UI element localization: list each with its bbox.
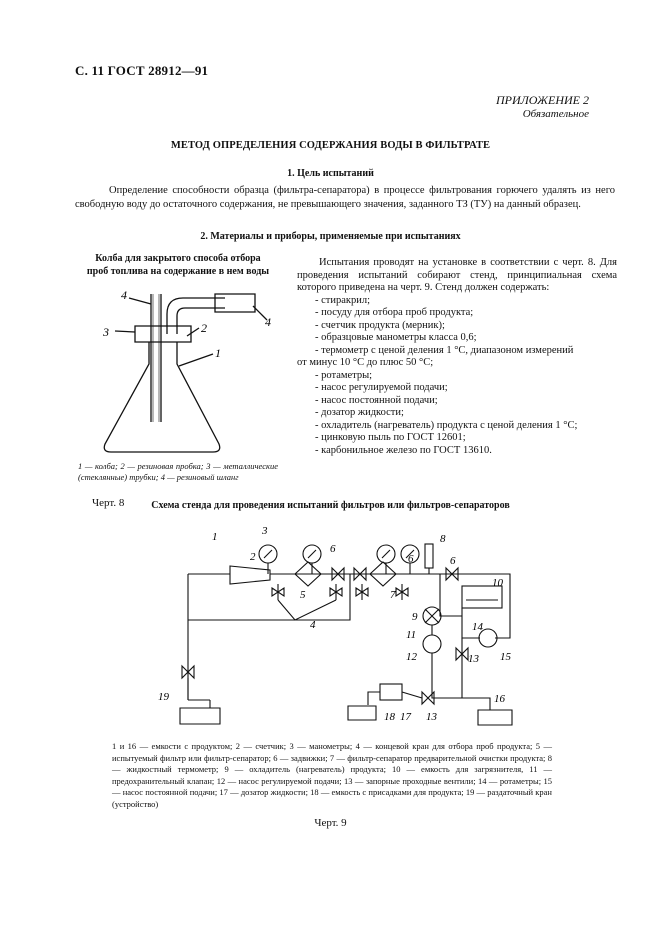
figure9-label-6a: 6	[330, 543, 336, 555]
contaminant-tank	[462, 586, 502, 608]
vertical-tube	[151, 294, 161, 422]
appendix-title: ПРИЛОЖЕНИЕ 2	[496, 93, 589, 107]
figure9-legend: 1 и 16 — емкости с продуктом; 2 — счетчик; 3 — манометры; 4 — концевой кран для отбора проб продукта; 5 — испытуемый фильтр или фильтр-сепаратор; 6 — задвижки; 7 — фильтр-сепаратор предварительной очистки продукта; 8 — жидкостный термометр; 9 — охладитель (нагреватель) продукта; 10 — емкость для загрязнителя, 11 — предохранительный клапан; 12 — насос регулируемой подачи; 13 — запорные проходные вентили; 14 — ротаметры; 15 — насос постоянной подачи; 17 — дозатор жидкости; 18 — емкость с присадками для продукта; 19 — раздаточный кран (устройство)	[112, 741, 552, 809]
list-item: от минус 10 °С до плюс 50 °С;	[297, 357, 434, 368]
figure9-label-15: 15	[500, 651, 511, 663]
section2-intro: Испытания проводят на установке в соответствии с черт. 8. Для проведения испытаний собирают стенд, принципиальная схема которого приведена на черт. 9. Стенд должен содержать:	[297, 257, 617, 293]
list-item: - насос постоянной подачи;	[315, 394, 438, 406]
figure8-flask-drawing	[95, 284, 290, 459]
figure9-label-7: 7	[390, 589, 396, 601]
list-item: - охладитель (нагреватель) продукта с ценой деления 1 °С;	[315, 419, 578, 431]
figure9-label-17: 17	[400, 711, 411, 723]
figure9-label: Черт. 9	[314, 817, 347, 829]
figure9-label-13b: 13	[426, 711, 437, 723]
list-item: - насос регулируемой подачи;	[315, 382, 448, 393]
list-item: - образцовые манометры класса 0,6;	[315, 332, 477, 343]
figure9-label-9: 9	[412, 611, 418, 623]
section2-heading: 2. Материалы и приборы, применяемые при испытаниях	[200, 231, 461, 242]
list-item: - ротаметры;	[315, 369, 373, 381]
tank-1	[180, 708, 220, 724]
figure9-label-6c: 6	[450, 555, 456, 567]
list-item: - счетчик продукта (мерник);	[315, 319, 445, 331]
figure9-label-10: 10	[492, 577, 503, 589]
figure9-label-4: 4	[310, 619, 316, 631]
list-item: - термометр с ценой деления 1 °С, диапазоном измерений	[315, 344, 574, 356]
figure9-label-14: 14	[472, 621, 483, 633]
figure9-label-11: 11	[406, 629, 417, 641]
list-item: - цинковую пыль по ГОСТ 12601;	[315, 432, 466, 443]
figure8-legend: 1 — колба; 2 — резиновая пробка; 3 — металлические (стеклянные) трубки; 4 — резиновый шланг	[78, 461, 278, 482]
figure8-label-2: 2	[201, 321, 207, 335]
figure9-label-1: 1	[212, 531, 218, 543]
pump-variable	[423, 635, 441, 653]
rubber-hose	[215, 294, 255, 312]
section2-body	[297, 257, 617, 457]
figure9-label-3: 3	[262, 525, 268, 537]
thermometer	[425, 544, 433, 568]
figure9-label-8: 8	[440, 533, 446, 545]
figure8-label-1: 1	[215, 346, 221, 360]
meter	[230, 566, 270, 584]
figure8-label-3: 3	[103, 325, 109, 339]
figure9-label-16: 16	[494, 693, 505, 705]
section1-text: Определение способности образца (фильтра-сепаратора) в процессе фильтрования горючего удалять из него свободную воду до остаточного содержания, не превышающего значения, заданного ТЗ (ТУ) на данный образец.	[75, 185, 615, 210]
additive-tank	[348, 706, 376, 720]
list-item: - посуду для отбора проб продукта;	[315, 307, 474, 318]
figure8-caption-line1: Колба для закрытого способа отбора	[95, 253, 261, 264]
tank-16	[478, 710, 512, 725]
list-item: - стиракрил;	[315, 294, 371, 306]
figure9-label-6b: 6	[408, 553, 414, 565]
flask-body	[104, 342, 220, 452]
bent-tube	[167, 298, 225, 334]
figure9-label-13a: 13	[468, 653, 479, 665]
figure9-scheme-drawing	[150, 520, 540, 735]
liquid-doser	[380, 684, 402, 700]
figure8-caption	[78, 252, 278, 278]
document-title: МЕТОД ОПРЕДЕЛЕНИЯ СОДЕРЖАНИЯ ВОДЫ В ФИЛЬТРАТЕ	[170, 140, 491, 151]
figure9-label-12: 12	[406, 651, 417, 663]
figure8-label: Черт. 8	[92, 497, 125, 509]
figure9-label-2: 2	[250, 551, 256, 563]
figure9-label-19: 19	[158, 691, 169, 703]
appendix-status: Обязательное	[522, 108, 589, 120]
figure9-title: Схема стенда для проведения испытаний фильтров или фильтров-сепараторов	[151, 500, 510, 511]
figure9-label-18: 18	[384, 711, 395, 723]
figure8-caption-line2: проб топлива на содержание в нем воды	[86, 266, 270, 277]
figure9-label-5: 5	[300, 589, 306, 601]
figure8-label-4a: 4	[121, 288, 127, 302]
appendix-block	[496, 93, 589, 121]
figure8-label-4b: 4	[265, 315, 271, 329]
rubber-stopper	[135, 326, 191, 342]
list-item: - карбонильное железо по ГОСТ 13610.	[315, 444, 492, 456]
list-item: - дозатор жидкости;	[315, 407, 404, 418]
page-header: С. 11 ГОСТ 28912—91	[75, 63, 209, 78]
equipment-list	[297, 295, 617, 458]
section1-heading: 1. Цель испытаний	[287, 168, 374, 179]
